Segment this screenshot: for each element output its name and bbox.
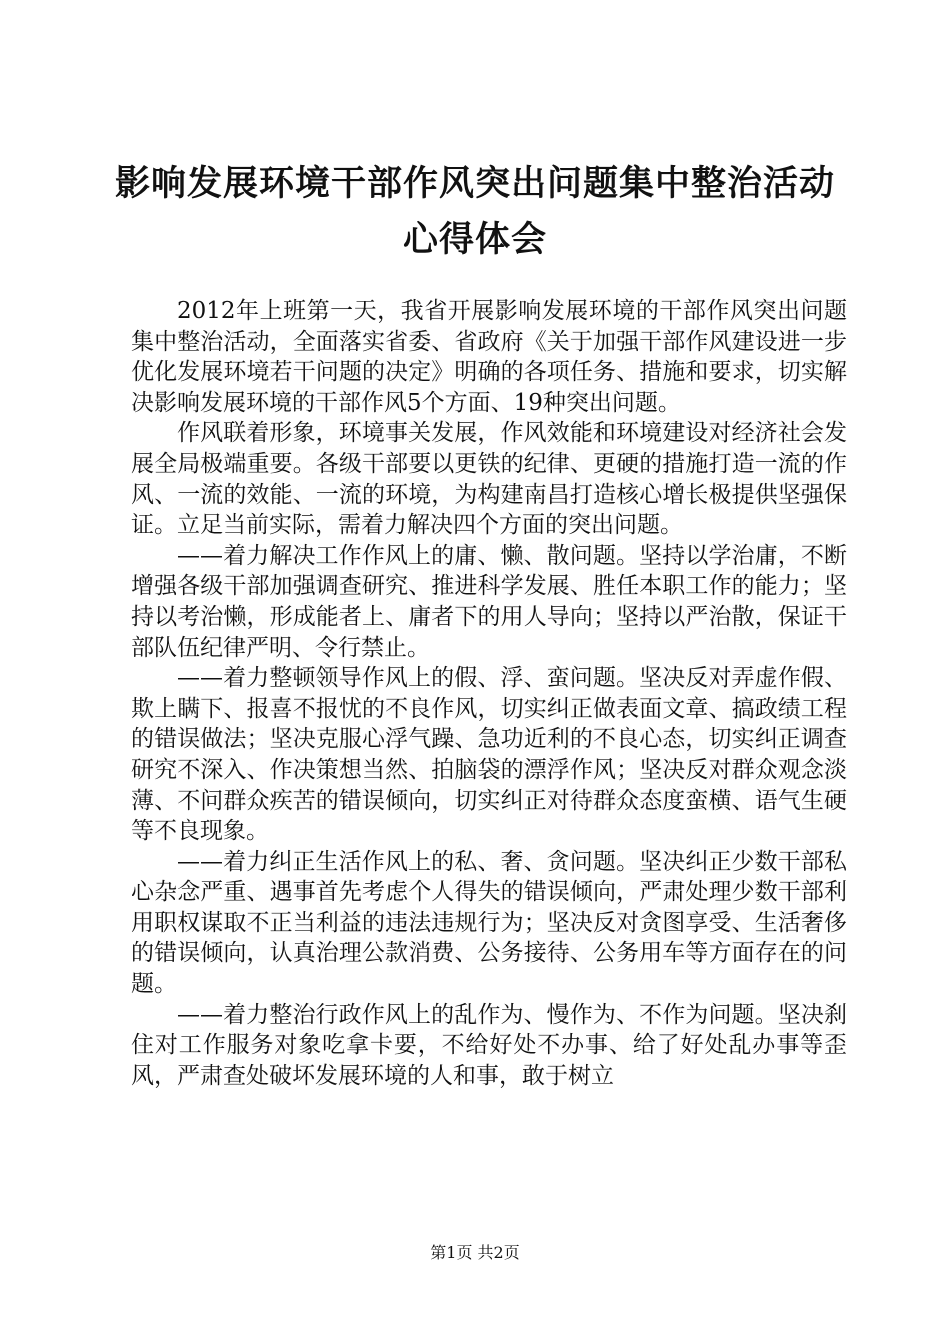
document-body (131, 296, 847, 1091)
document-title-line-1: 影响发展环境干部作风突出问题集中整治活动 (114, 163, 835, 204)
page-number-footer: 第1页 共2页 (430, 1243, 520, 1262)
paragraph-2: 作风联着形象，环境事关发展，作风效能和环境建设对经济社会发展全局极端重要。各级干部要以更铁的纪律、更硬的措施打造一流的作风、一流的效能、一流的环境，为构建南昌打造核心增长极提供坚强保证。立足当前实际，需着力解决四个方面的突出问题。 (131, 420, 847, 539)
paragraph-1: 2012年上班第一天，我省开展影响发展环境的干部作风突出问题集中整治活动，全面落实省委、省政府《关于加强干部作风建设进一步优化发展环境若干问题的决定》明确的各项任务、措施和要求，切实解决影响发展环境的干部作风5个方面、19种突出问题。 (131, 298, 847, 416)
document-title-line-2: 心得体会 (402, 219, 547, 260)
paragraph-5: ——着力纠正生活作风上的私、奢、贪问题。坚决纠正少数干部私心杂念严重、遇事首先考虑个人得失的错误倾向，严肃处理少数干部利用职权谋取不正当利益的违法违规行为；坚决反对贪图享受、生活奢侈的错误倾向，认真治理公款消费、公务接待、公务用车等方面存在的问题。 (131, 848, 847, 998)
paragraph-4: ——着力整顿领导作风上的假、浮、蛮问题。坚决反对弄虚作假、欺上瞒下、报喜不报忧的不良作风，切实纠正做表面文章、搞政绩工程的错误做法；坚决克服心浮气躁、急功近利的不良心态，切实纠正调查研究不深入、作决策想当然、拍脑袋的漂浮作风；坚决反对群众观念淡薄、不问群众疾苦的错误倾向，切实纠正对待群众态度蛮横、语气生硬等不良现象。 (131, 665, 847, 845)
paragraph-3: ——着力解决工作作风上的庸、懒、散问题。坚持以学治庸，不断增强各级干部加强调查研究、推进科学发展、胜任本职工作的能力；坚持以考治懒，形成能者上、庸者下的用人导向；坚持以严治散，保证干部队伍纪律严明、令行禁止。 (131, 542, 847, 661)
paragraph-6: ——着力整治行政作风上的乱作为、慢作为、不作为问题。坚决刹住对工作服务对象吃拿卡要，不给好处不办事、给了好处乱办事等歪风，严肃查处破坏发展环境的人和事，敢于树立 (131, 1001, 847, 1089)
